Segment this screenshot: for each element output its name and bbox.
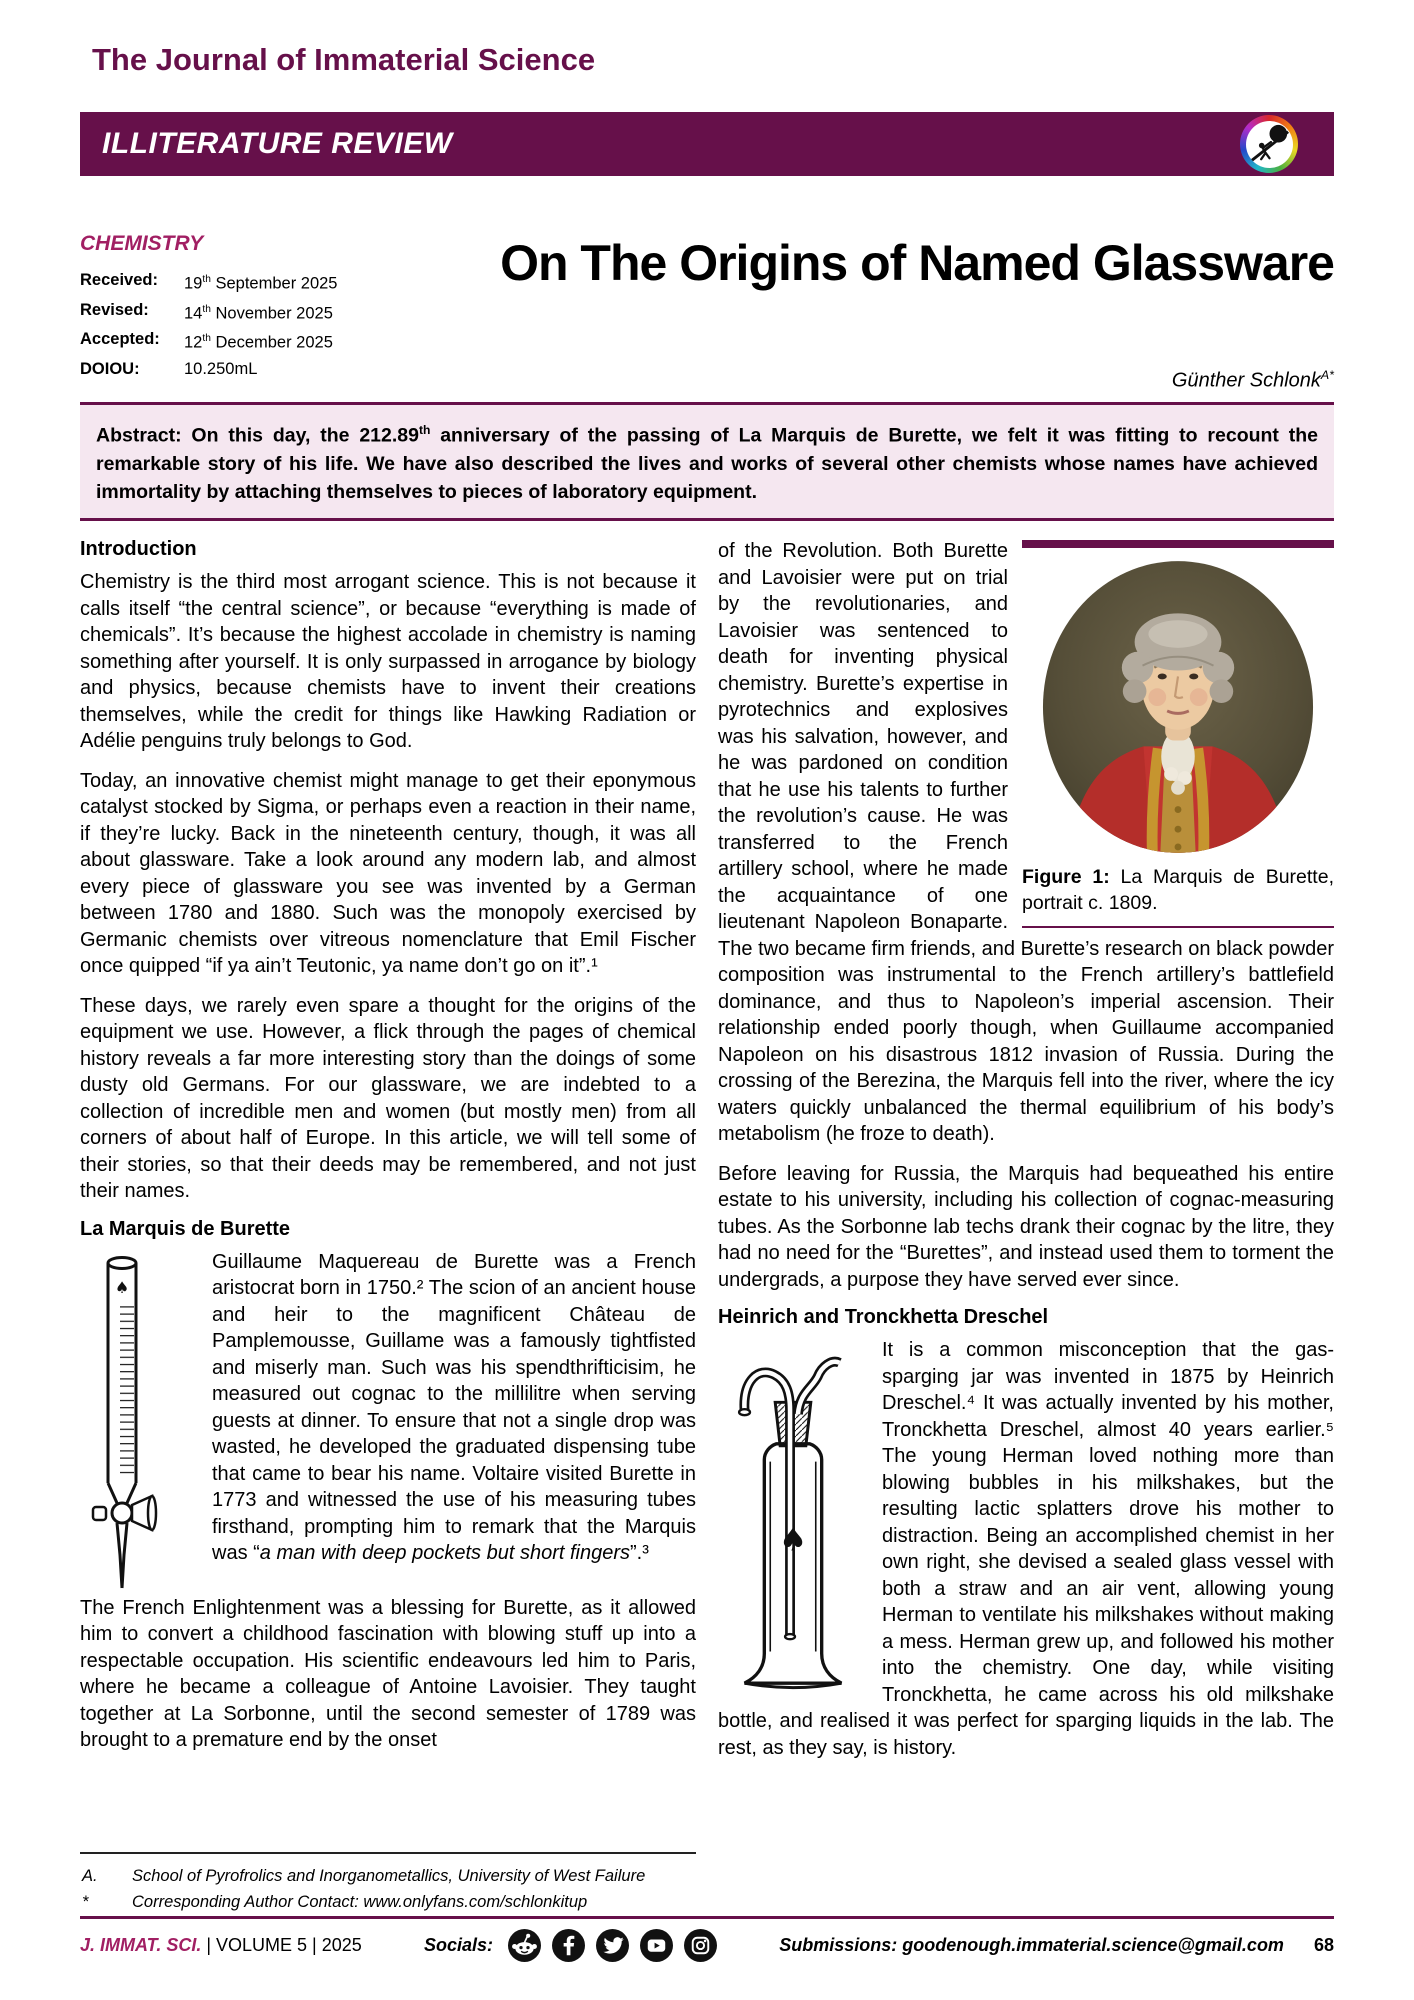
footnotes-block: [80, 1852, 696, 1915]
left-column: [80, 538, 696, 1767]
journal-title: The Journal of Immaterial Science: [92, 42, 596, 77]
sisyphus-icon: [1246, 121, 1293, 168]
burette-continued-paragraph-2: Before leaving for Russia, the Marquis had bequeathed his entire estate to his university, including his collection of cognac-measuring tubes. As the Sorbonne lab techs drank their cognac by the litre, they had no need for the “Burettes”, and instead used them to torment the undergrads, a purpose they have served ever since.: [718, 1162, 1334, 1291]
doiou-label: DOIOU:: [80, 359, 140, 378]
footer: [80, 1929, 1334, 1962]
svg-text:♠: ♠: [778, 1522, 808, 1559]
svg-text:♠: ♠: [114, 1277, 130, 1297]
category-label: CHEMISTRY: [80, 232, 204, 255]
intro-paragraph-2: Today, an innovative chemist might manage to get their eponymous catalyst stocked by Sigma, or perhaps even a reaction in their name, if they’re lucky. Back in the nineteenth century, though, it was all about glassware. Take a look around any modern lab, and almost every piece of glassware you see was invented by a German between 1780 and 1880. Such was the monopoly exercised by Germanic chemists over vitreous nomenclature that Emil Fischer once quipped “if ya ain’t Teutonic, ya name don’t go on it”.¹: [80, 769, 696, 977]
intro-paragraph-1: Chemistry is the third most arrogant science. This is not because it calls itself “the central science”, or because “everything is made of chemicals”. It’s because the highest accolade in chemistry is naming something after yourself. It is only surpassed in arrogance by biology and physics, because chemists have to invent their creations themselves, while the credit for things like Hawking Radiation or Adélie penguins truly belongs to God.: [80, 571, 696, 752]
right-column: [718, 538, 1334, 1774]
doiou-value: 10.250mL: [184, 359, 258, 378]
accepted-row: [80, 326, 410, 356]
instagram-icon[interactable]: [684, 1929, 717, 1962]
journal-abbreviation: J. IMMAT. SCI.: [80, 1935, 202, 1955]
footnote-affiliation: A. School of Pyrofrolics and Inorganometallics, University of West Failure: [82, 1867, 646, 1885]
dreschel-heading: Heinrich and Tronckhetta Dreschel: [718, 1306, 1049, 1328]
burette-paragraph-1: ♠ Guillaume Maquereau de Burette was a French aristocrat born in 1750.² The scion of an ancient house and heir to the magnificent Château de Pamplemousse, Guillame was a famously tightfisted and miserly man. Such was his spendthrifticisim, he measured out cognac to the millilitre when serving guests at dinner. To ensure that not a single drop was wasted, he developed the graduated dispensing tube that came to bear his name. Voltaire visited Burette in 1773 and witnessed the use of his measuring tubes firsthand, prompting him to remark that the Marquis was “a man with deep pockets but short fingers”.³: [80, 1249, 696, 1567]
author-line: [700, 368, 1334, 393]
contact-url[interactable]: Corresponding Author Contact: www.onlyfans.com/schlonkitup: [132, 1893, 588, 1911]
accepted-value: 12th December 2025: [184, 333, 333, 352]
facebook-icon[interactable]: [552, 1929, 585, 1962]
burette-continued-paragraph-1: Figure 1: La Marquis de Burette, portrait c. 1809. of the Revolution. Both Burette and Lavoisier were put on trial by the revolutionaries, and Lavoisier was sentenced to death for inventing physical chemistry. Burette’s expertise in pyrotechnics and explosives was his salvation, however, and he was pardoned on condition that he use his talents to further the revolution’s cause. He was transferred to the French artillery school, where he made the acquaintance of one lieutenant Napoleon Bonaparte. The two became firm friends, and Burette’s research on black powder composition was instrumental to the French artillery’s battlefield dominance, and thus to Napoleon’s imperial ascension. Their relationship ended poorly though, when Guillaume accompanied Napoleon on his disastrous 1812 invasion of Russia. During the crossing of the Berezina, the Marquis fell into the river, where the icy waters quickly unbalanced the thermal equilibrium of his body’s metabolism (he froze to death).: [718, 540, 1334, 1145]
figure-label: Figure 1:: [1022, 866, 1110, 888]
revised-value: 14th November 2025: [184, 303, 333, 322]
twitter-icon[interactable]: [596, 1929, 629, 1962]
portrait-image: [1040, 558, 1316, 856]
page-number: 68: [1313, 1935, 1334, 1955]
socials-label: Socials:: [424, 1935, 494, 1955]
voltaire-quote: a man with deep pockets but short fingers: [259, 1542, 631, 1564]
footnote-contact: * Corresponding Author Contact: www.onlyfans.com/schlonkitup: [80, 1889, 696, 1915]
dreschel-paragraph: ♠ It is a common misconception that the gas-sparging jar was invented in 1875 by Heinrich Dreschel.⁴ It was actually invented by his mother, Tronckhetta Dreschel, almost 40 years earlier.⁵ The young Herman loved nothing more than blowing bubbles in his milkshakes, but the resulting lactic splatters drove his mother to distraction. Being an accomplished chemist in her own right, she devised a sealed glass vessel with both a straw and an air vent, allowing young Herman to ventilate his milkshakes without making a mess. Herman grew up, and followed his mother into the chemistry. One day, while visiting Tronckhetta, he came across his old milkshake bottle, and realised it was perfect for sparging liquids in the lab. The rest, as they say, is history.: [718, 1339, 1334, 1759]
accepted-label: Accepted:: [80, 330, 160, 348]
submissions-email[interactable]: Submissions: goodenough.immaterial.science@gmail.com: [779, 1935, 1284, 1955]
author-name: Günther Schlonk: [1171, 369, 1321, 392]
reddit-icon[interactable]: [508, 1929, 541, 1962]
volume-info: | VOLUME 5 | 2025: [201, 1935, 362, 1955]
footer-journal-info: [80, 1935, 362, 1956]
review-banner: [80, 112, 1334, 176]
youtube-icon[interactable]: [640, 1929, 673, 1962]
doiou-row: [80, 356, 410, 382]
footer-rule: [80, 1916, 1334, 1919]
figure-caption: Figure 1: La Marquis de Burette, portrait c. 1809.: [1022, 866, 1334, 914]
revised-label: Revised:: [80, 300, 149, 319]
figure-top-rule: [1022, 540, 1334, 548]
revised-row: [80, 297, 410, 327]
burette-heading: La Marquis de Burette: [80, 1217, 291, 1240]
burette-illustration: [90, 1253, 194, 1593]
article-title: On The Origins of Named Glassware: [500, 235, 1334, 291]
journal-logo-icon: [1240, 115, 1298, 173]
author-affiliation-mark: A*: [1320, 368, 1334, 382]
burette-paragraph-2: The French Enlightenment was a blessing for Burette, as it allowed him to convert a childhood fascination with blowing stuff up into a respectable occupation. His scientific endeavours led him to Paris, where he became a colleague of Antoine Lavoisier. They taught together at La Sorbonne, until the second semester of 1789 was brought to a premature end by the onset: [80, 1596, 696, 1751]
figure-bottom-rule: [1022, 926, 1334, 928]
abstract-box: Abstract: On this day, the 212.89th anniversary of the passing of La Marquis de Burette, we felt it was fitting to recount the remarkable story of his life. We have also described the lives and works of several other chemists whose names have achieved immortality by attaching themselves to pieces of laboratory equipment.: [80, 402, 1334, 521]
dreschel-bottle-illustration: [718, 1341, 868, 1697]
received-value: 19th September 2025: [184, 274, 338, 293]
figure-1: [1022, 540, 1334, 928]
intro-paragraph-3: These days, we rarely even spare a thought for the origins of the equipment we use. However, a flick through the pages of chemical history reveals a far more interesting story than the doings of some dusty old Germans. For our glassware, we are indebted to a collection of incredible men and women (but mostly men) from all corners of about half of Europe. In this article, we will tell some of their stories, so that their deeds may be remembered, and not just their names.: [80, 994, 696, 1202]
introduction-heading: Introduction: [80, 538, 197, 560]
received-label: Received:: [80, 271, 158, 289]
socials-group: [424, 1929, 717, 1962]
banner-label: ILLITERATURE REVIEW: [102, 127, 453, 160]
footer-right: [779, 1935, 1334, 1956]
